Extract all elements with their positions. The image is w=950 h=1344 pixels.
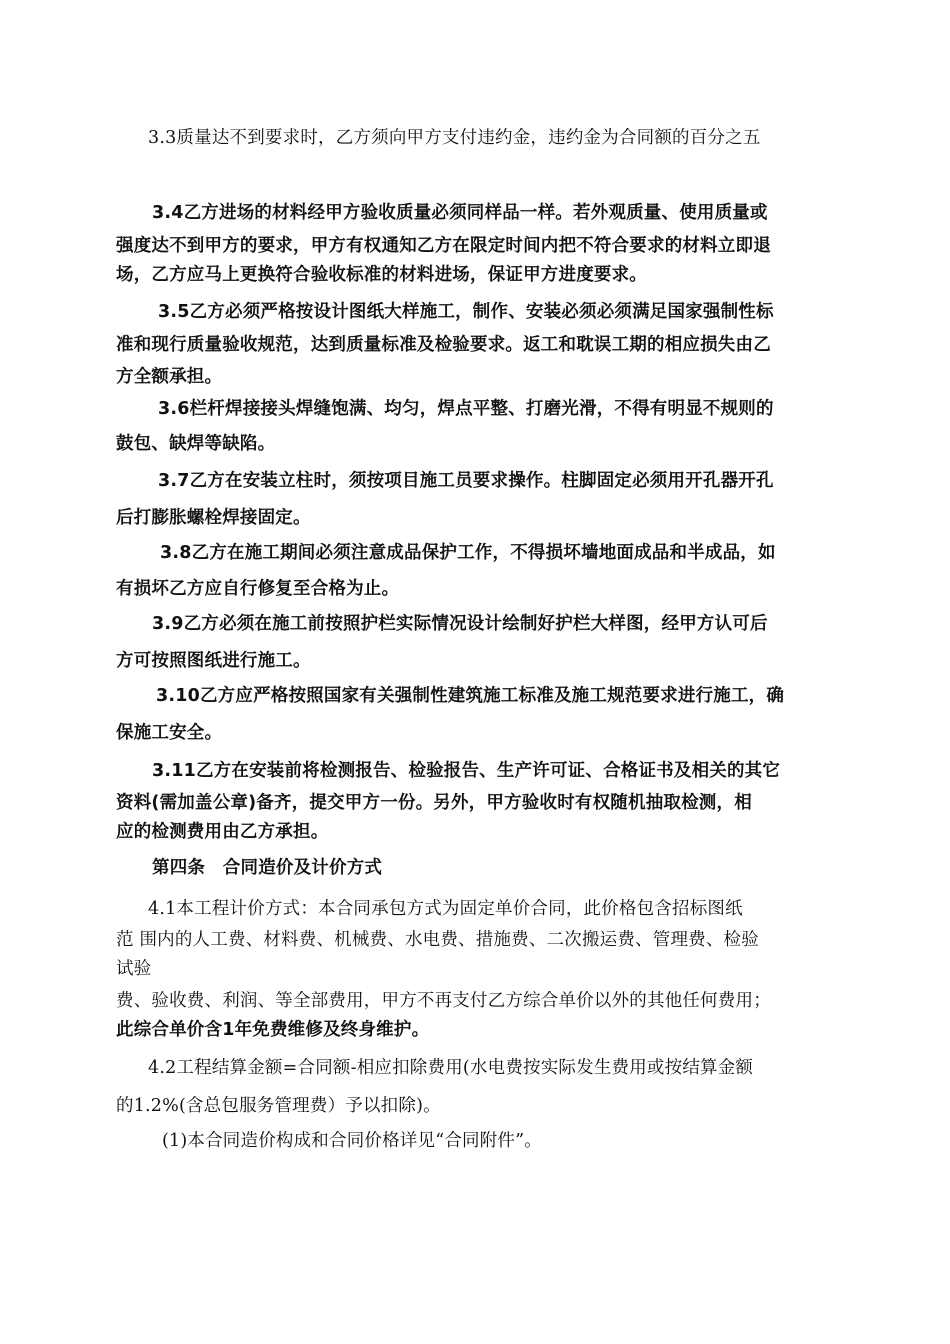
clause-3-7-line2: 后打膨胀螺栓焊接固定。 [116,508,311,528]
clause-3-6-line2: 鼓包、缺焊等缺陷。 [116,434,276,454]
clause-3-9-line2: 方可按照图纸进行施工。 [116,651,311,671]
clause-3-6-line1: 3.6栏杆焊接接头焊缝饱满、均匀，焊点平整、打磨光滑，不得有明显不规则的 [158,399,774,419]
clause-4-1-line5: 此综合单价含1年免费维修及终身维护。 [116,1020,430,1040]
clause-3-9-line1: 3.9乙方必须在施工前按照护栏实际情况设计绘制好护栏大样图，经甲方认可后 [152,614,768,634]
clause-4-2-sub1: (1)本合同造价构成和合同价格详见“合同附件”。 [162,1131,542,1151]
clause-4-2-line1: 4.2工程结算金额=合同额-相应扣除费用(水电费按实际发生费用或按结算金额 [148,1058,754,1078]
clause-3-8-line2: 有损坏乙方应自行修复至合格为止。 [116,579,400,599]
clause-4-1-line1: 4.1本工程计价方式：本合同承包方式为固定单价合同，此价格包含招标图纸 [148,899,743,919]
clause-3-3: 3.3质量达不到要求时，乙方须向甲方支付违约金，违约金为合同额的百分之五 [148,128,761,148]
clause-3-11-line2: 资料(需加盖公章)备齐，提交甲方一份。另外，甲方验收时有权随机抽取检测，相 [116,793,752,813]
clause-3-11-line3: 应的检测费用由乙方承担。 [116,822,329,842]
clause-3-8-line1: 3.8乙方在施工期间必须注意成品保护工作，不得损坏墙地面成品和半成品，如 [160,543,776,563]
article-4-title: 第四条 合同造价及计价方式 [152,858,383,878]
clause-3-5-line3: 方全额承担。 [116,367,223,387]
clause-3-10-line2: 保施工安全。 [116,723,223,743]
clause-3-4-line1: 3.4乙方进场的材料经甲方验收质量必须同样品一样。若外观质量、使用质量或 [152,203,768,223]
clause-3-4-line3: 场，乙方应马上更换符合验收标准的材料进场，保证甲方进度要求。 [116,265,647,285]
clause-3-5-line2: 准和现行质量验收规范，达到质量标准及检验要求。返工和耽误工期的相应损失由乙 [116,335,771,355]
clause-3-4-line2: 强度达不到甲方的要求，甲方有权通知乙方在限定时间内把不符合要求的材料立即退 [116,236,771,256]
clause-3-7-line1: 3.7乙方在安装立柱时，须按项目施工员要求操作。柱脚固定必须用开孔器开孔 [158,471,774,491]
clause-3-11-line1: 3.11乙方在安装前将检测报告、检验报告、生产许可证、合格证书及相关的其它 [152,761,781,781]
clause-4-1-line4: 费、验收费、利润、等全部费用，甲方不再支付乙方综合单价以外的其他任何费用； [116,991,771,1011]
clause-4-2-line2: 的1.2%(含总包服务管理费）予以扣除)。 [116,1096,441,1116]
clause-3-10-line1: 3.10乙方应严格按照国家有关强制性建筑施工标准及施工规范要求进行施工，确 [156,686,785,706]
clause-4-1-line2: 范 围内的人工费、材料费、机械费、水电费、措施费、二次搬运费、管理费、检验 [116,930,759,950]
clause-4-1-line3: 试验 [116,959,152,979]
clause-3-5-line1: 3.5乙方必须严格按设计图纸大样施工，制作、安装必须必须满足国家强制性标 [158,302,774,322]
